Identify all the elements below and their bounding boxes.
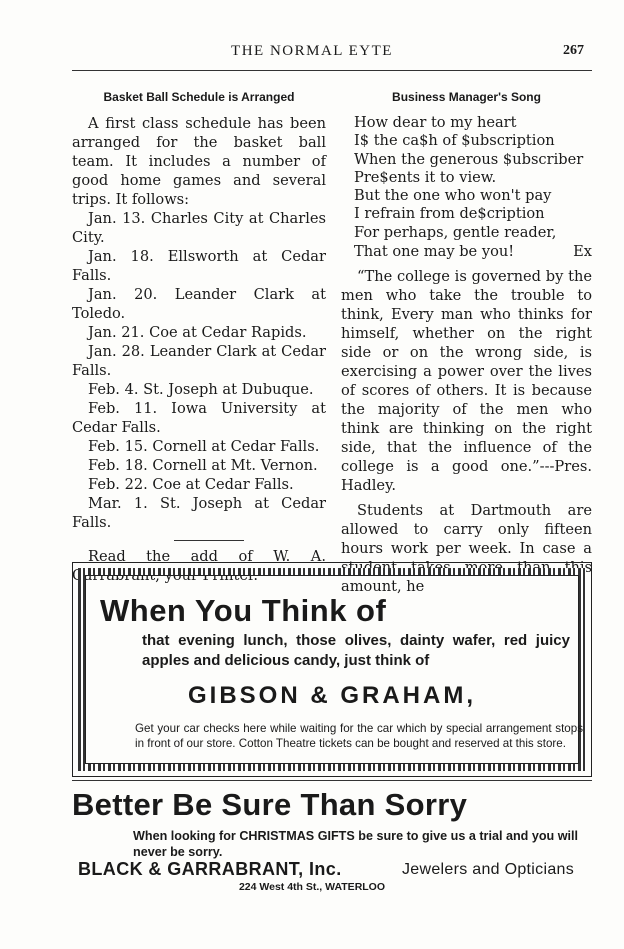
right-column — [341, 88, 592, 596]
song-heading: Business Manager's Song — [392, 90, 541, 104]
schedule-entry: Jan. 13. Charles City at Charles City. — [72, 210, 326, 246]
header-rule — [72, 70, 592, 71]
black-garrabrant-headline: Better Be Sure Than Sorry — [72, 787, 468, 822]
company-services: Jewelers and Opticians — [402, 861, 575, 878]
printer-notice: Read the add of W. A. Garrabrant, your Printer. — [72, 548, 326, 584]
schedule-entry: Feb. 4. St. Joseph at Dubuque. — [88, 381, 314, 398]
schedule-entry: Jan. 20. Leander Clark at Toledo. — [72, 286, 326, 322]
schedule-entry: Jan. 28. Leander Clark at Cedar Falls. — [72, 343, 326, 379]
schedule-entry: Feb. 11. Iowa University at Cedar Falls. — [72, 400, 326, 436]
poem-line: For perhaps, gentle reader, — [354, 223, 557, 241]
schedule-entry: Feb. 18. Cornell at Mt. Vernon. — [88, 457, 318, 474]
ad-footer-text: Get your car checks here while waiting for the car which by special arrangement stops in front of our store. Cotton Theatre tickets can be bought and reserved at this store. — [135, 722, 583, 750]
store-name: GIBSON & GRAHAM, — [188, 682, 476, 709]
poem-line: I refrain from de$cription — [354, 205, 545, 223]
gibson-graham-ad — [72, 562, 592, 777]
left-column — [72, 88, 326, 585]
section-divider — [174, 540, 244, 541]
company-address: 224 West 4th St., WATERLOO — [238, 881, 386, 893]
ad-body — [100, 631, 570, 671]
poem-line: When the generous $ubscriber — [354, 150, 584, 168]
hadley-quote: “The college is governed by the men who take the trouble to think, Every man who thinks for himself, whether on the right side or on the wrong side, is exercising a power over the lives of scores of others. It is because the majority of the men who think are thinking on the right side, that the influence of the college is a good one.”---Pres. Hadley. — [341, 268, 592, 495]
schedule-entry: Jan. 21. Coe at Cedar Rapids. — [88, 324, 307, 341]
schedule-entry: Jan. 18. Ellsworth at Cedar Falls. — [72, 248, 326, 284]
page-number: 267 — [563, 43, 584, 58]
ad-footer — [113, 721, 583, 751]
poem-credit: Ex — [573, 243, 592, 261]
ad-headline: When You Think of — [100, 593, 387, 628]
schedule-entry: Mar. 1. St. Joseph at Cedar Falls. — [72, 495, 326, 531]
running-header-title: THE NORMAL EYTE — [231, 43, 393, 59]
ad-body-text: that evening lunch, those olives, dainty wafer, red juicy apples and delicious candy, just think of — [142, 632, 570, 669]
poem-line: I$ the ca$h of $ubscription — [354, 132, 555, 150]
schedule-intro: A first class schedule has been arranged for the basket ball team. It includes a number of good home games and several trips. It follows: — [72, 115, 326, 208]
schedule-entry: Feb. 15. Cornell at Cedar Falls. — [88, 438, 320, 455]
poem-line: How dear to my heart — [354, 114, 517, 131]
poem-line: But the one who won't pay — [354, 187, 552, 205]
schedule-heading: Basket Ball Schedule is Arranged — [103, 90, 295, 104]
poem-last-line — [341, 242, 592, 261]
schedule-entry: Feb. 22. Coe at Cedar Falls. — [88, 476, 294, 493]
poem-line: That one may be you! — [354, 243, 515, 261]
dartmouth-paragraph: Students at Dartmouth are allowed to carry only fifteen hours work per week. In case a student takes more than this amount, he — [341, 502, 592, 596]
black-garrabrant-body: When looking for CHRISTMAS GIFTS be sure to give us a trial and you will never be sorry. — [133, 829, 579, 859]
ad-ornamental-border — [78, 568, 586, 771]
poem-line: Pre$ents it to view. — [354, 168, 497, 186]
company-name: BLACK & GARRABRANT, Inc. — [78, 859, 342, 879]
ad-divider — [72, 780, 592, 781]
